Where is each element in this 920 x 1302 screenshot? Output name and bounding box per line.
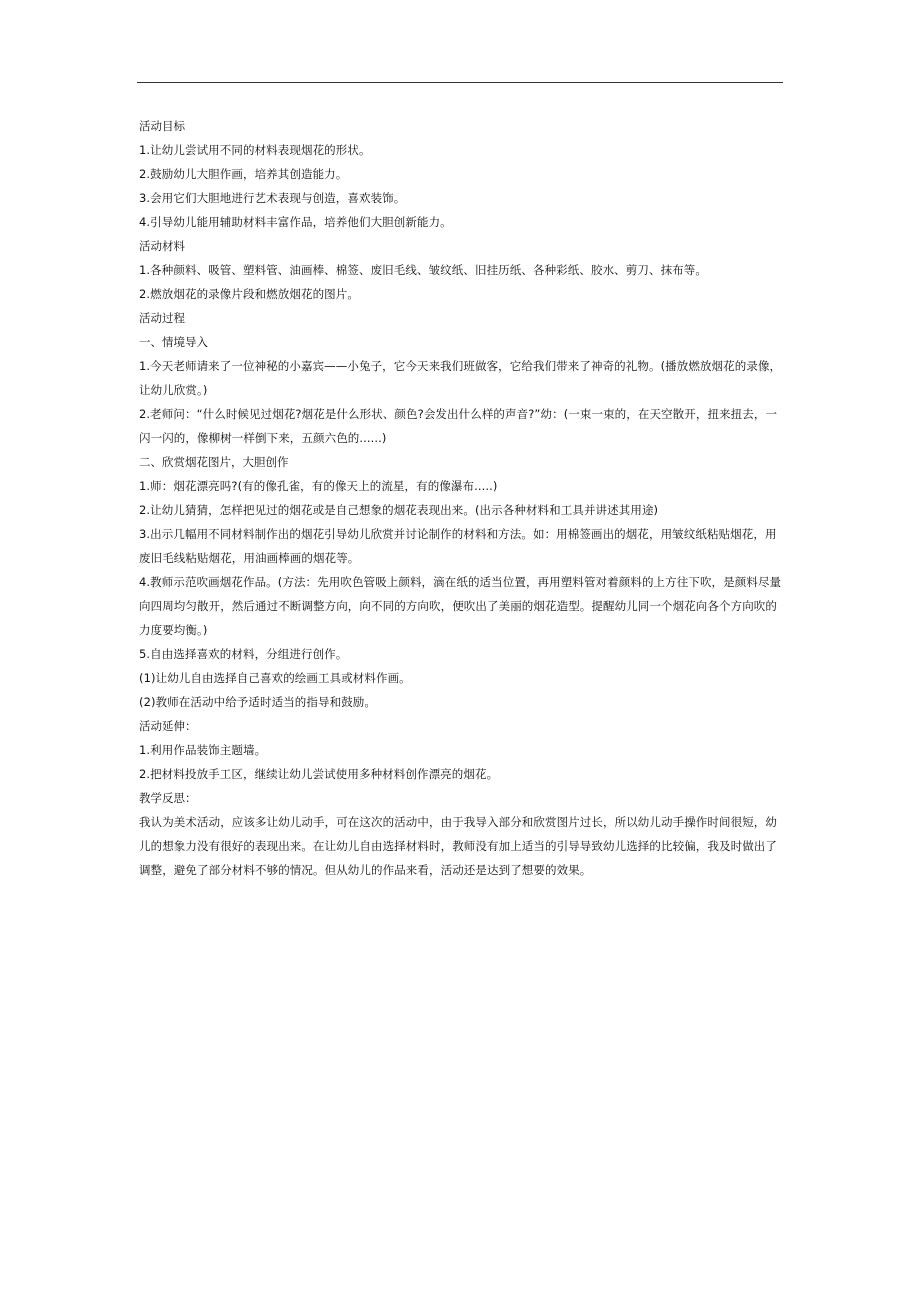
section-heading: 活动目标 [139, 119, 185, 133]
paragraph: 3.会用它们大胆地进行艺术表现与创造，喜欢装饰。 [139, 191, 406, 205]
section-heading: 活动材料 [139, 239, 185, 253]
header-rule [137, 82, 783, 83]
paragraph: 4.引导幼儿能用辅助材料丰富作品，培养他们大胆创新能力。 [139, 215, 452, 229]
section-heading: 教学反思： [139, 791, 197, 805]
paragraph: 3.出示几幅用不同材料制作出的烟花引导幼儿欣赏并讨论制作的材料和方法。如：用棉签画出的烟花，用皱纹纸粘贴烟花，用废旧毛线粘贴烟花，用油画棒画的烟花等。 [139, 527, 777, 565]
paragraph: 2.把材料投放手工区，继续让幼儿尝试使用多种材料创作漂亮的烟花。 [139, 767, 499, 781]
document-body [139, 114, 784, 882]
paragraph: 1.今天老师请来了一位神秘的小嘉宾——小兔子，它今天来我们班做客，它给我们带来了神奇的礼物。(播放燃放烟花的录像，让幼儿欣赏。) [139, 359, 782, 397]
paragraph: (2)教师在活动中给予适时适当的指导和鼓励。 [139, 695, 376, 709]
paragraph: 2.让幼儿猜猜，怎样把见过的烟花或是自己想象的烟花表现出来。(出示各种材料和工具并讲述其用途) [139, 503, 659, 517]
subsection-heading: 一、情境导入 [139, 335, 208, 349]
paragraph: 1.利用作品装饰主题墙。 [139, 743, 267, 757]
paragraph: 2.老师问：“什么时候见过烟花?烟花是什么形状、颜色?会发出什么样的声音?”幼：(一束一束的，在天空散开，扭来扭去，一闪一闪的，像柳树一样倒下来，五颜六色的......) [139, 407, 778, 445]
paragraph: 2.鼓励幼儿大胆作画，培养其创造能力。 [139, 167, 348, 181]
section-heading: 活动过程 [139, 311, 185, 325]
paragraph: 2.燃放烟花的录像片段和燃放烟花的图片。 [139, 287, 359, 301]
paragraph: (1)让幼儿自由选择自己喜欢的绘画工具或材料作画。 [139, 671, 411, 685]
paragraph: 1.师：烟花漂亮吗?(有的像孔雀，有的像天上的流星，有的像瀑布.....) [139, 479, 498, 493]
paragraph: 1.各种颜料、吸管、塑料管、油画棒、棉签、废旧毛线、皱纹纸、旧挂历纸、各种彩纸、胶水、剪刀、抹布等。 [139, 263, 707, 277]
paragraph: 5.自由选择喜欢的材料，分组进行创作。 [139, 647, 348, 661]
paragraph: 1.让幼儿尝试用不同的材料表现烟花的形状。 [139, 143, 371, 157]
paragraph: 4.教师示范吹画烟花作品。(方法：先用吹色管吸上颜料，滴在纸的适当位置，再用塑料管对着颜料的上方往下吹，是颜料尽量向四周均匀散开，然后通过不断调整方向，向不同的方向吹，便吹出了美丽的烟花造型。提醒幼儿同一个烟花向各个方向吹的力度要均衡。) [139, 575, 782, 637]
paragraph: 我认为美术活动，应该多让幼儿动手，可在这次的活动中，由于我导入部分和欣赏图片过长，所以幼儿动手操作时间很短，幼儿的想象力没有很好的表现出来。在让幼儿自由选择材料时，教师没有加上适当的引导导致幼儿选择的比较偏，我及时做出了调整，避免了部分材料不够的情况。但从幼儿的作品来看，活动还是达到了想要的效果。 [139, 815, 777, 877]
subsection-heading: 二、欣赏烟花图片，大胆创作 [139, 455, 289, 469]
section-heading: 活动延伸： [139, 719, 197, 733]
